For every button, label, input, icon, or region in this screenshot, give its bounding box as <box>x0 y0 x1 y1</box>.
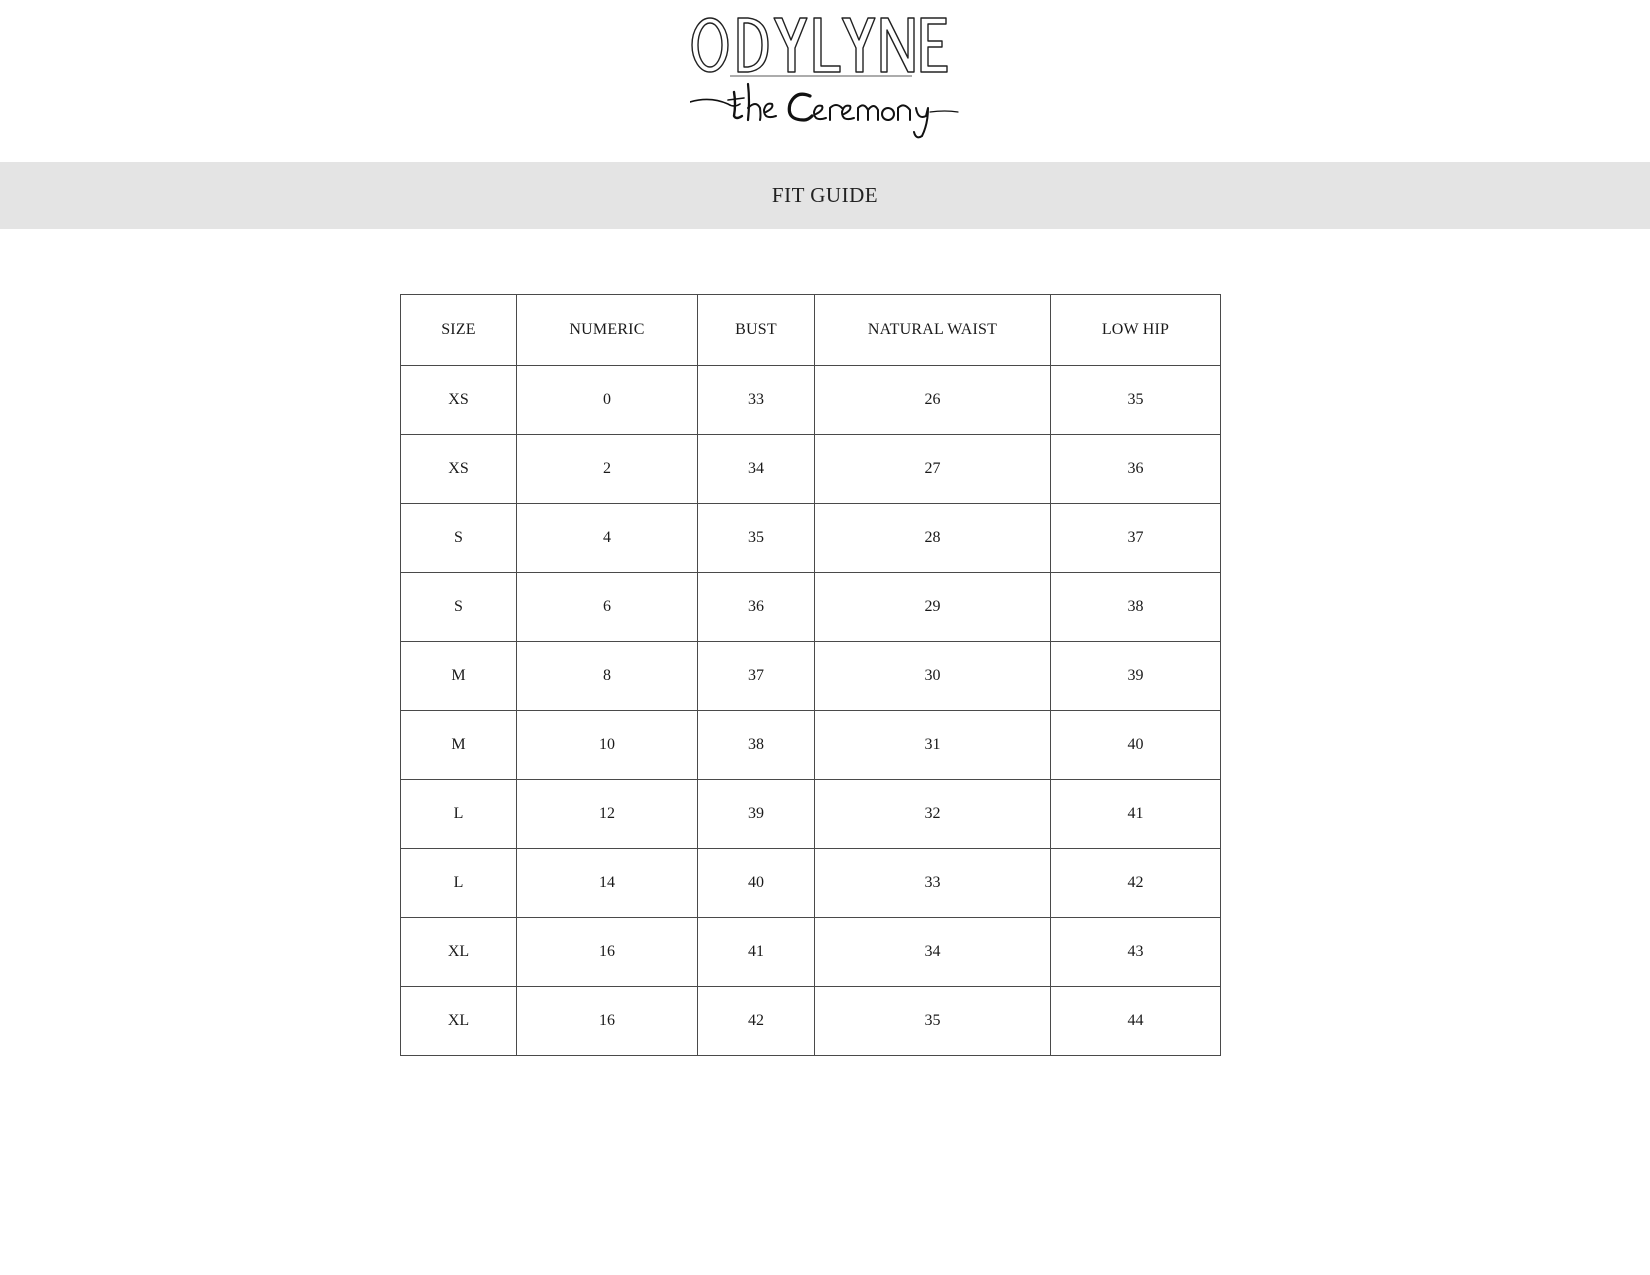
cell-size: XL <box>401 918 517 987</box>
column-header-numeric: NUMERIC <box>517 295 698 366</box>
cell-numeric: 14 <box>517 849 698 918</box>
cell-natural-waist: 34 <box>815 918 1051 987</box>
cell-natural-waist: 30 <box>815 642 1051 711</box>
table-row <box>401 780 1221 849</box>
cell-numeric: 8 <box>517 642 698 711</box>
wordmark-letters <box>692 18 947 72</box>
cell-size: S <box>401 504 517 573</box>
cell-natural-waist: 33 <box>815 849 1051 918</box>
cell-natural-waist: 27 <box>815 435 1051 504</box>
cell-bust: 40 <box>698 849 815 918</box>
cell-low-hip: 36 <box>1051 435 1221 504</box>
cell-size: M <box>401 711 517 780</box>
table-row <box>401 435 1221 504</box>
column-header-low-hip: LOW HIP <box>1051 295 1221 366</box>
cell-low-hip: 39 <box>1051 642 1221 711</box>
page-title: FIT GUIDE <box>771 183 879 207</box>
cell-natural-waist: 31 <box>815 711 1051 780</box>
table-row <box>401 504 1221 573</box>
cell-size: S <box>401 573 517 642</box>
cell-numeric: 4 <box>517 504 698 573</box>
cell-size: L <box>401 849 517 918</box>
tagline-script <box>690 84 958 137</box>
cell-low-hip: 41 <box>1051 780 1221 849</box>
cell-numeric: 0 <box>517 366 698 435</box>
cell-natural-waist: 28 <box>815 504 1051 573</box>
cell-size: L <box>401 780 517 849</box>
table-row <box>401 573 1221 642</box>
column-header-bust: BUST <box>698 295 815 366</box>
cell-natural-waist: 32 <box>815 780 1051 849</box>
table-row <box>401 366 1221 435</box>
cell-bust: 42 <box>698 987 815 1056</box>
cell-low-hip: 43 <box>1051 918 1221 987</box>
cell-bust: 37 <box>698 642 815 711</box>
table-row <box>401 987 1221 1056</box>
cell-low-hip: 42 <box>1051 849 1221 918</box>
cell-low-hip: 38 <box>1051 573 1221 642</box>
cell-numeric: 10 <box>517 711 698 780</box>
cell-bust: 35 <box>698 504 815 573</box>
cell-natural-waist: 35 <box>815 987 1051 1056</box>
cell-bust: 38 <box>698 711 815 780</box>
cell-numeric: 6 <box>517 573 698 642</box>
cell-numeric: 2 <box>517 435 698 504</box>
table-row <box>401 849 1221 918</box>
brand-logo <box>690 12 960 142</box>
cell-natural-waist: 26 <box>815 366 1051 435</box>
cell-bust: 36 <box>698 573 815 642</box>
brand-logo-mark <box>690 12 960 142</box>
cell-numeric: 16 <box>517 987 698 1056</box>
cell-bust: 34 <box>698 435 815 504</box>
cell-low-hip: 40 <box>1051 711 1221 780</box>
cell-bust: 33 <box>698 366 815 435</box>
cell-size: XL <box>401 987 517 1056</box>
cell-low-hip: 35 <box>1051 366 1221 435</box>
cell-size: XS <box>401 435 517 504</box>
cell-bust: 41 <box>698 918 815 987</box>
cell-bust: 39 <box>698 780 815 849</box>
fit-guide-banner <box>0 162 1650 229</box>
cell-low-hip: 44 <box>1051 987 1221 1056</box>
column-header-natural-waist: NATURAL WAIST <box>815 295 1051 366</box>
table-row <box>401 711 1221 780</box>
cell-size: M <box>401 642 517 711</box>
table-header-row <box>401 295 1221 366</box>
cell-low-hip: 37 <box>1051 504 1221 573</box>
size-chart-table <box>400 294 1221 1056</box>
cell-size: XS <box>401 366 517 435</box>
column-header-size: SIZE <box>401 295 517 366</box>
cell-numeric: 12 <box>517 780 698 849</box>
table-row <box>401 642 1221 711</box>
cell-natural-waist: 29 <box>815 573 1051 642</box>
cell-numeric: 16 <box>517 918 698 987</box>
table-row <box>401 918 1221 987</box>
